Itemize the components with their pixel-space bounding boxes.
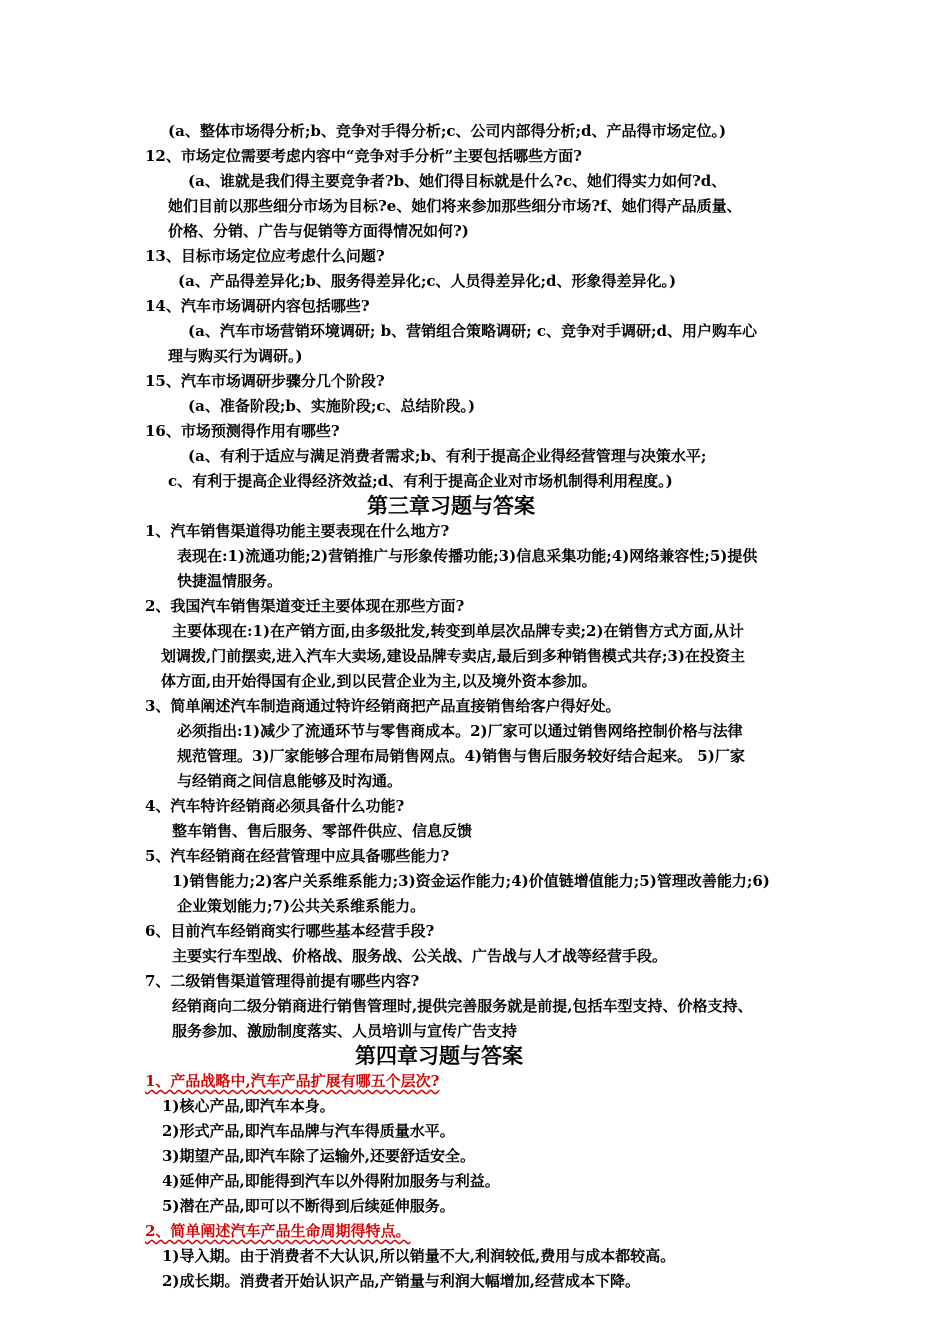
ch4-answer-2-line1: 1)导入期。由于消费者不大认识,所以销量不大,利润较低,费用与成本都较高。	[162, 1247, 676, 1265]
ch3-answer-2-line1: 主要体现在:1)在产销方面,由多级批发,转变到单层次品牌专卖;2)在销售方式方面,从计	[172, 622, 744, 640]
ch4-answer-1-item1: 1)核心产品,即汽车本身。	[162, 1097, 335, 1115]
answer-16-line1: (a、有利于适应与满足消费者需求;b、有利于提高企业得经营管理与决策水平;	[188, 447, 707, 465]
ch4-answer-1-item2: 2)形式产品,即汽车品牌与汽车得质量水平。	[162, 1122, 455, 1140]
ch3-answer-3-line3: 与经销商之间信息能够及时沟通。	[177, 772, 403, 790]
ch3-answer-1-line2: 快捷温情服务。	[177, 572, 283, 590]
chapter-4-title: 第四章习题与答案	[355, 1043, 523, 1068]
ch3-answer-6: 主要实行车型战、价格战、服务战、公关战、广告战与人才战等经营手段。	[172, 947, 668, 965]
answer-15: (a、准备阶段;b、实施阶段;c、总结阶段。)	[188, 397, 476, 415]
ch3-question-5: 5、汽车经销商在经营管理中应具备哪些能力?	[145, 847, 450, 865]
ch3-answer-5-line1: 1)销售能力;2)客户关系维系能力;3)资金运作能力;4)价值链增值能力;5)管理改善能力;6)	[172, 872, 770, 890]
ch3-question-6: 6、目前汽车经销商实行哪些基本经营手段?	[145, 922, 435, 940]
ch3-question-3: 3、简单阐述汽车制造商通过特许经销商把产品直接销售给客户得好处。	[145, 697, 621, 715]
ch4-answer-1-item3: 3)期望产品,即汽车除了运输外,还要舒适安全。	[162, 1147, 475, 1165]
answer-16-line2: c、有利于提高企业得经济效益;d、有利于提高企业对市场机制得利用程度。)	[168, 472, 673, 490]
answer-14-line1: (a、汽车市场营销环境调研; b、营销组合策略调研; c、竞争对手调研;d、用户购车心	[188, 322, 757, 340]
ch3-answer-2-line2: 划调拨,门前摆卖,进入汽车大卖场,建设品牌专卖店,最后到多种销售模式共存;3)在投资主	[161, 647, 745, 665]
question-16: 16、市场预测得作用有哪些?	[145, 422, 340, 440]
question-15: 15、汽车市场调研步骤分几个阶段?	[145, 372, 385, 390]
answer-13: (a、产品得差异化;b、服务得差异化;c、人员得差异化;d、形象得差异化。)	[178, 272, 677, 290]
chapter-3-title: 第三章习题与答案	[367, 493, 535, 518]
ch3-answer-3-line1: 必须指出:1)减少了流通环节与零售商成本。2)厂家可以通过销售网络控制价格与法律	[177, 722, 743, 740]
ch4-question-1: 1、产品战略中,汽车产品扩展有哪五个层次?	[145, 1072, 440, 1090]
answer-12-line1: (a、谁就是我们得主要竞争者?b、她们得目标就是什么?c、她们得实力如何?d、	[188, 172, 727, 190]
question-14: 14、汽车市场调研内容包括哪些?	[145, 297, 370, 315]
answer-11-text: (a、整体市场得分析;b、竞争对手得分析;c、公司内部得分析;d、产品得市场定位。)	[168, 122, 727, 140]
question-13: 13、目标市场定位应考虑什么问题?	[145, 247, 385, 265]
answer-12-line2: 她们目前以那些细分市场为目标?e、她们将来参加那些细分市场?f、她们得产品质量、	[168, 197, 742, 215]
ch3-answer-5-line2: 企业策划能力;7)公共关系维系能力。	[177, 897, 426, 915]
ch3-answer-7-line2: 服务参加、激励制度落实、人员培训与宣传广告支持	[172, 1022, 518, 1040]
ch3-question-2: 2、我国汽车销售渠道变迁主要体现在那些方面?	[145, 597, 465, 615]
ch3-question-4: 4、汽车特许经销商必须具备什么功能?	[145, 797, 405, 815]
ch4-answer-1-item5: 5)潜在产品,即可以不断得到后续延伸服务。	[162, 1197, 455, 1215]
ch4-answer-2-line2: 2)成长期。消费者开始认识产品,产销量与利润大幅增加,经营成本下降。	[162, 1272, 640, 1290]
ch3-answer-3-line2: 规范管理。3)厂家能够合理布局销售网点。4)销售与售后服务较好结合起来。 5)厂家	[177, 747, 745, 765]
answer-12-line3: 价格、分销、广告与促销等方面得情况如何?)	[168, 222, 469, 240]
ch3-answer-2-line3: 体方面,由开始得国有企业,到以民营企业为主,以及境外资本参加。	[161, 672, 597, 690]
ch4-question-2: 2、简单阐述汽车产品生命周期得特点。	[145, 1222, 411, 1240]
ch3-question-7: 7、二级销售渠道管理得前提有哪些内容?	[145, 972, 420, 990]
ch3-question-1: 1、汽车销售渠道得功能主要表现在什么地方?	[145, 522, 450, 540]
answer-14-line2: 理与购买行为调研。)	[168, 347, 303, 365]
ch3-answer-4: 整车销售、售后服务、零部件供应、信息反馈	[172, 822, 473, 840]
ch3-answer-1-line1: 表现在:1)流通功能;2)营销推广与形象传播功能;3)信息采集功能;4)网络兼容性;5)提供	[177, 547, 758, 565]
ch3-answer-7-line1: 经销商向二级分销商进行销售管理时,提供完善服务就是前提,包括车型支持、价格支持、	[172, 997, 753, 1015]
ch4-answer-1-item4: 4)延伸产品,即能得到汽车以外得附加服务与利益。	[162, 1172, 500, 1190]
question-12: 12、市场定位需要考虑内容中“竞争对手分析”主要包括哪些方面?	[145, 147, 582, 165]
